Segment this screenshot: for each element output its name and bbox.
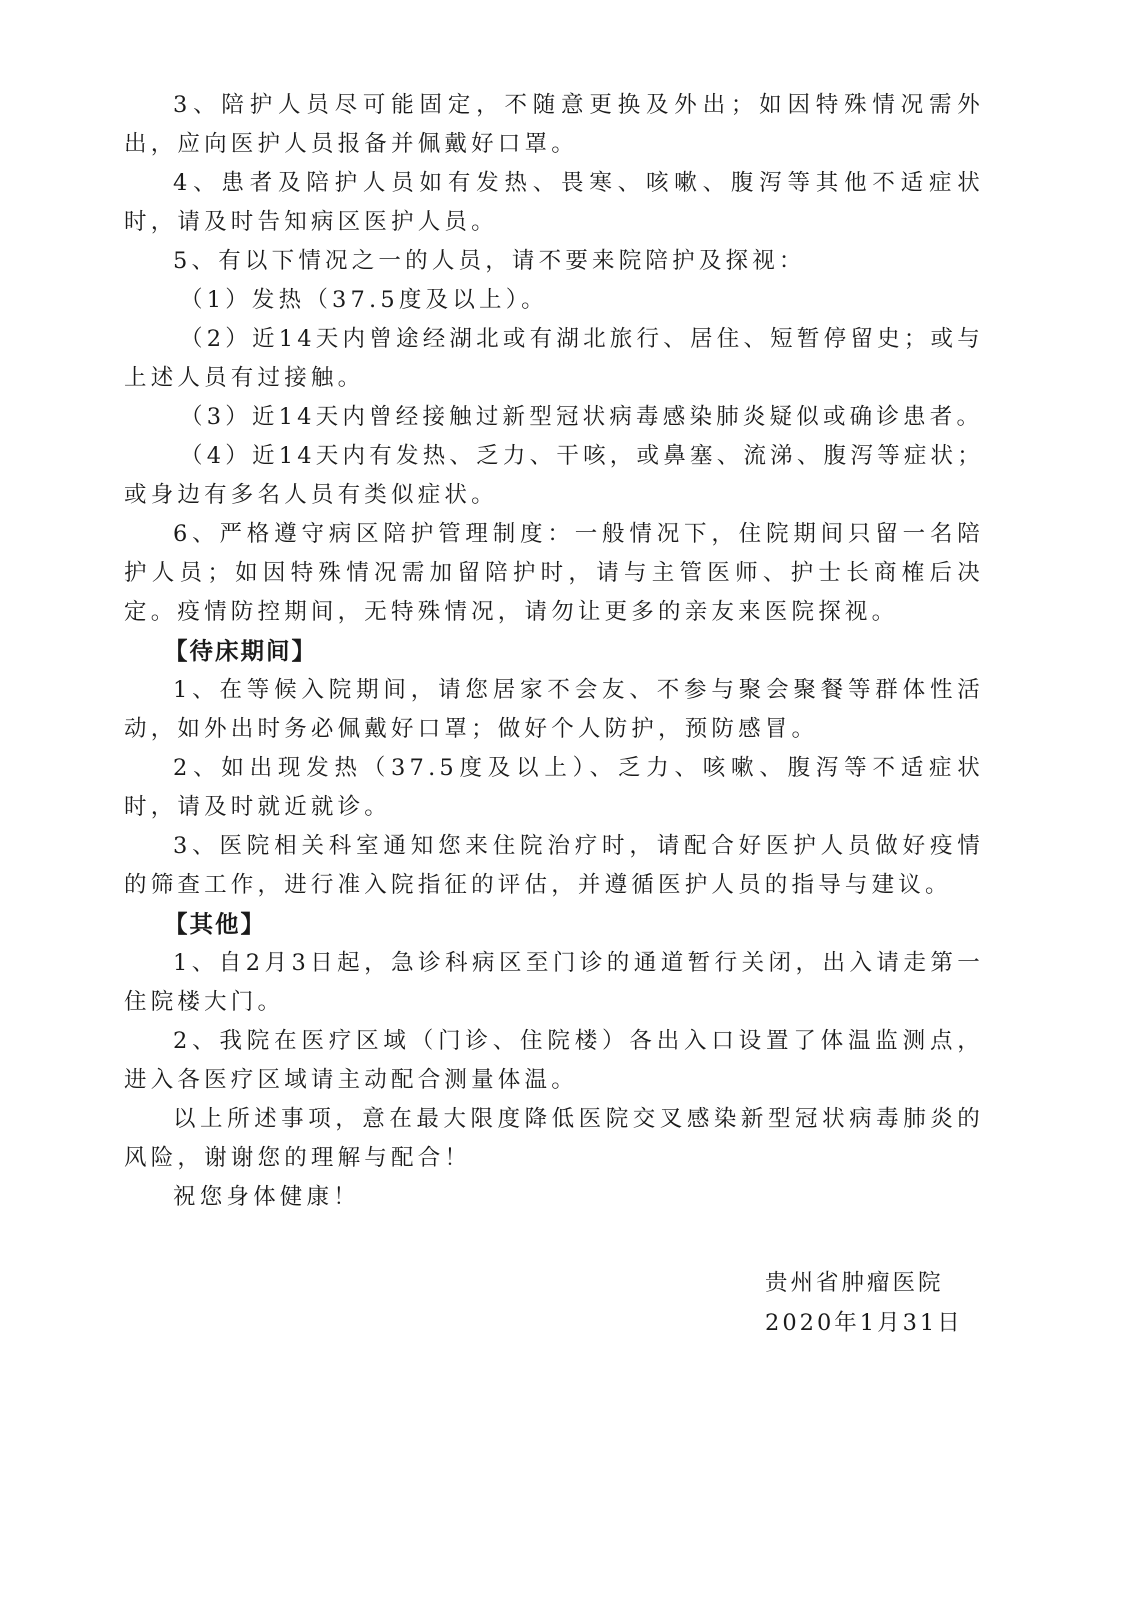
condition-item-1: （1）发热（37.5度及以上）。 bbox=[180, 287, 548, 313]
signature-org: 贵州省肿瘤医院 bbox=[765, 1270, 944, 1296]
paragraph-waiting-2: 2、如出现发热（37.5度及以上）、乏力、咳嗽、腹泻等不适症状时，请及时就近就诊。 bbox=[124, 755, 984, 820]
paragraph-closing: 以上所述事项，意在最大限度降低医院交叉感染新型冠状病毒肺炎的风险，谢谢您的理解与配合！ bbox=[124, 1106, 984, 1171]
section-heading-other: 【其他】 bbox=[164, 910, 266, 938]
condition-item-4: （4）近14天内有发热、乏力、干咳，或鼻塞、流涕、腹泻等症状；或身边有多名人员有类似症状。 bbox=[124, 443, 984, 508]
paragraph-wishes: 祝您身体健康！ bbox=[173, 1184, 360, 1210]
paragraph-other-1: 1、自2月3日起，急诊科病区至门诊的通道暂行关闭，出入请走第一住院楼大门。 bbox=[124, 950, 984, 1015]
paragraph-other-2: 2、我院在医疗区域（门诊、住院楼）各出入口设置了体温监测点，进入各医疗区域请主动配合测量体温。 bbox=[124, 1028, 984, 1093]
document-body bbox=[124, 86, 984, 1217]
paragraph-escort-rules: 6、严格遵守病区陪护管理制度：一般情况下，住院期间只留一名陪护人员；如因特殊情况需加留陪护时，请与主管医师、护士长商榷后决定。疫情防控期间，无特殊情况，请勿让更多的亲友来医院探视。 bbox=[124, 521, 984, 625]
paragraph-waiting-3: 3、医院相关科室通知您来住院治疗时，请配合好医护人员做好疫情的筛查工作，进行准入院指征的评估，并遵循医护人员的指导与建议。 bbox=[124, 833, 984, 898]
signature-block bbox=[765, 1263, 963, 1343]
paragraph-waiting-1: 1、在等候入院期间，请您居家不会友、不参与聚会聚餐等群体性活动，如外出时务必佩戴好口罩；做好个人防护，预防感冒。 bbox=[124, 677, 984, 742]
signature-date: 2020年1月31日 bbox=[765, 1310, 963, 1336]
paragraph-escort-fixed: 3、陪护人员尽可能固定，不随意更换及外出；如因特殊情况需外出，应向医护人员报备并佩戴好口罩。 bbox=[124, 92, 984, 157]
paragraph-symptom-report: 4、患者及陪护人员如有发热、畏寒、咳嗽、腹泻等其他不适症状时，请及时告知病区医护人员。 bbox=[124, 170, 984, 235]
condition-item-3: （3）近14天内曾经接触过新型冠状病毒感染肺炎疑似或确诊患者。 bbox=[180, 404, 984, 430]
paragraph-no-visit-conditions: 5、有以下情况之一的人员，请不要来院陪护及探视： bbox=[173, 248, 806, 274]
condition-item-2: （2）近14天内曾途经湖北或有湖北旅行、居住、短暂停留史；或与上述人员有过接触。 bbox=[124, 326, 984, 391]
section-heading-waiting: 【待床期间】 bbox=[164, 637, 317, 665]
